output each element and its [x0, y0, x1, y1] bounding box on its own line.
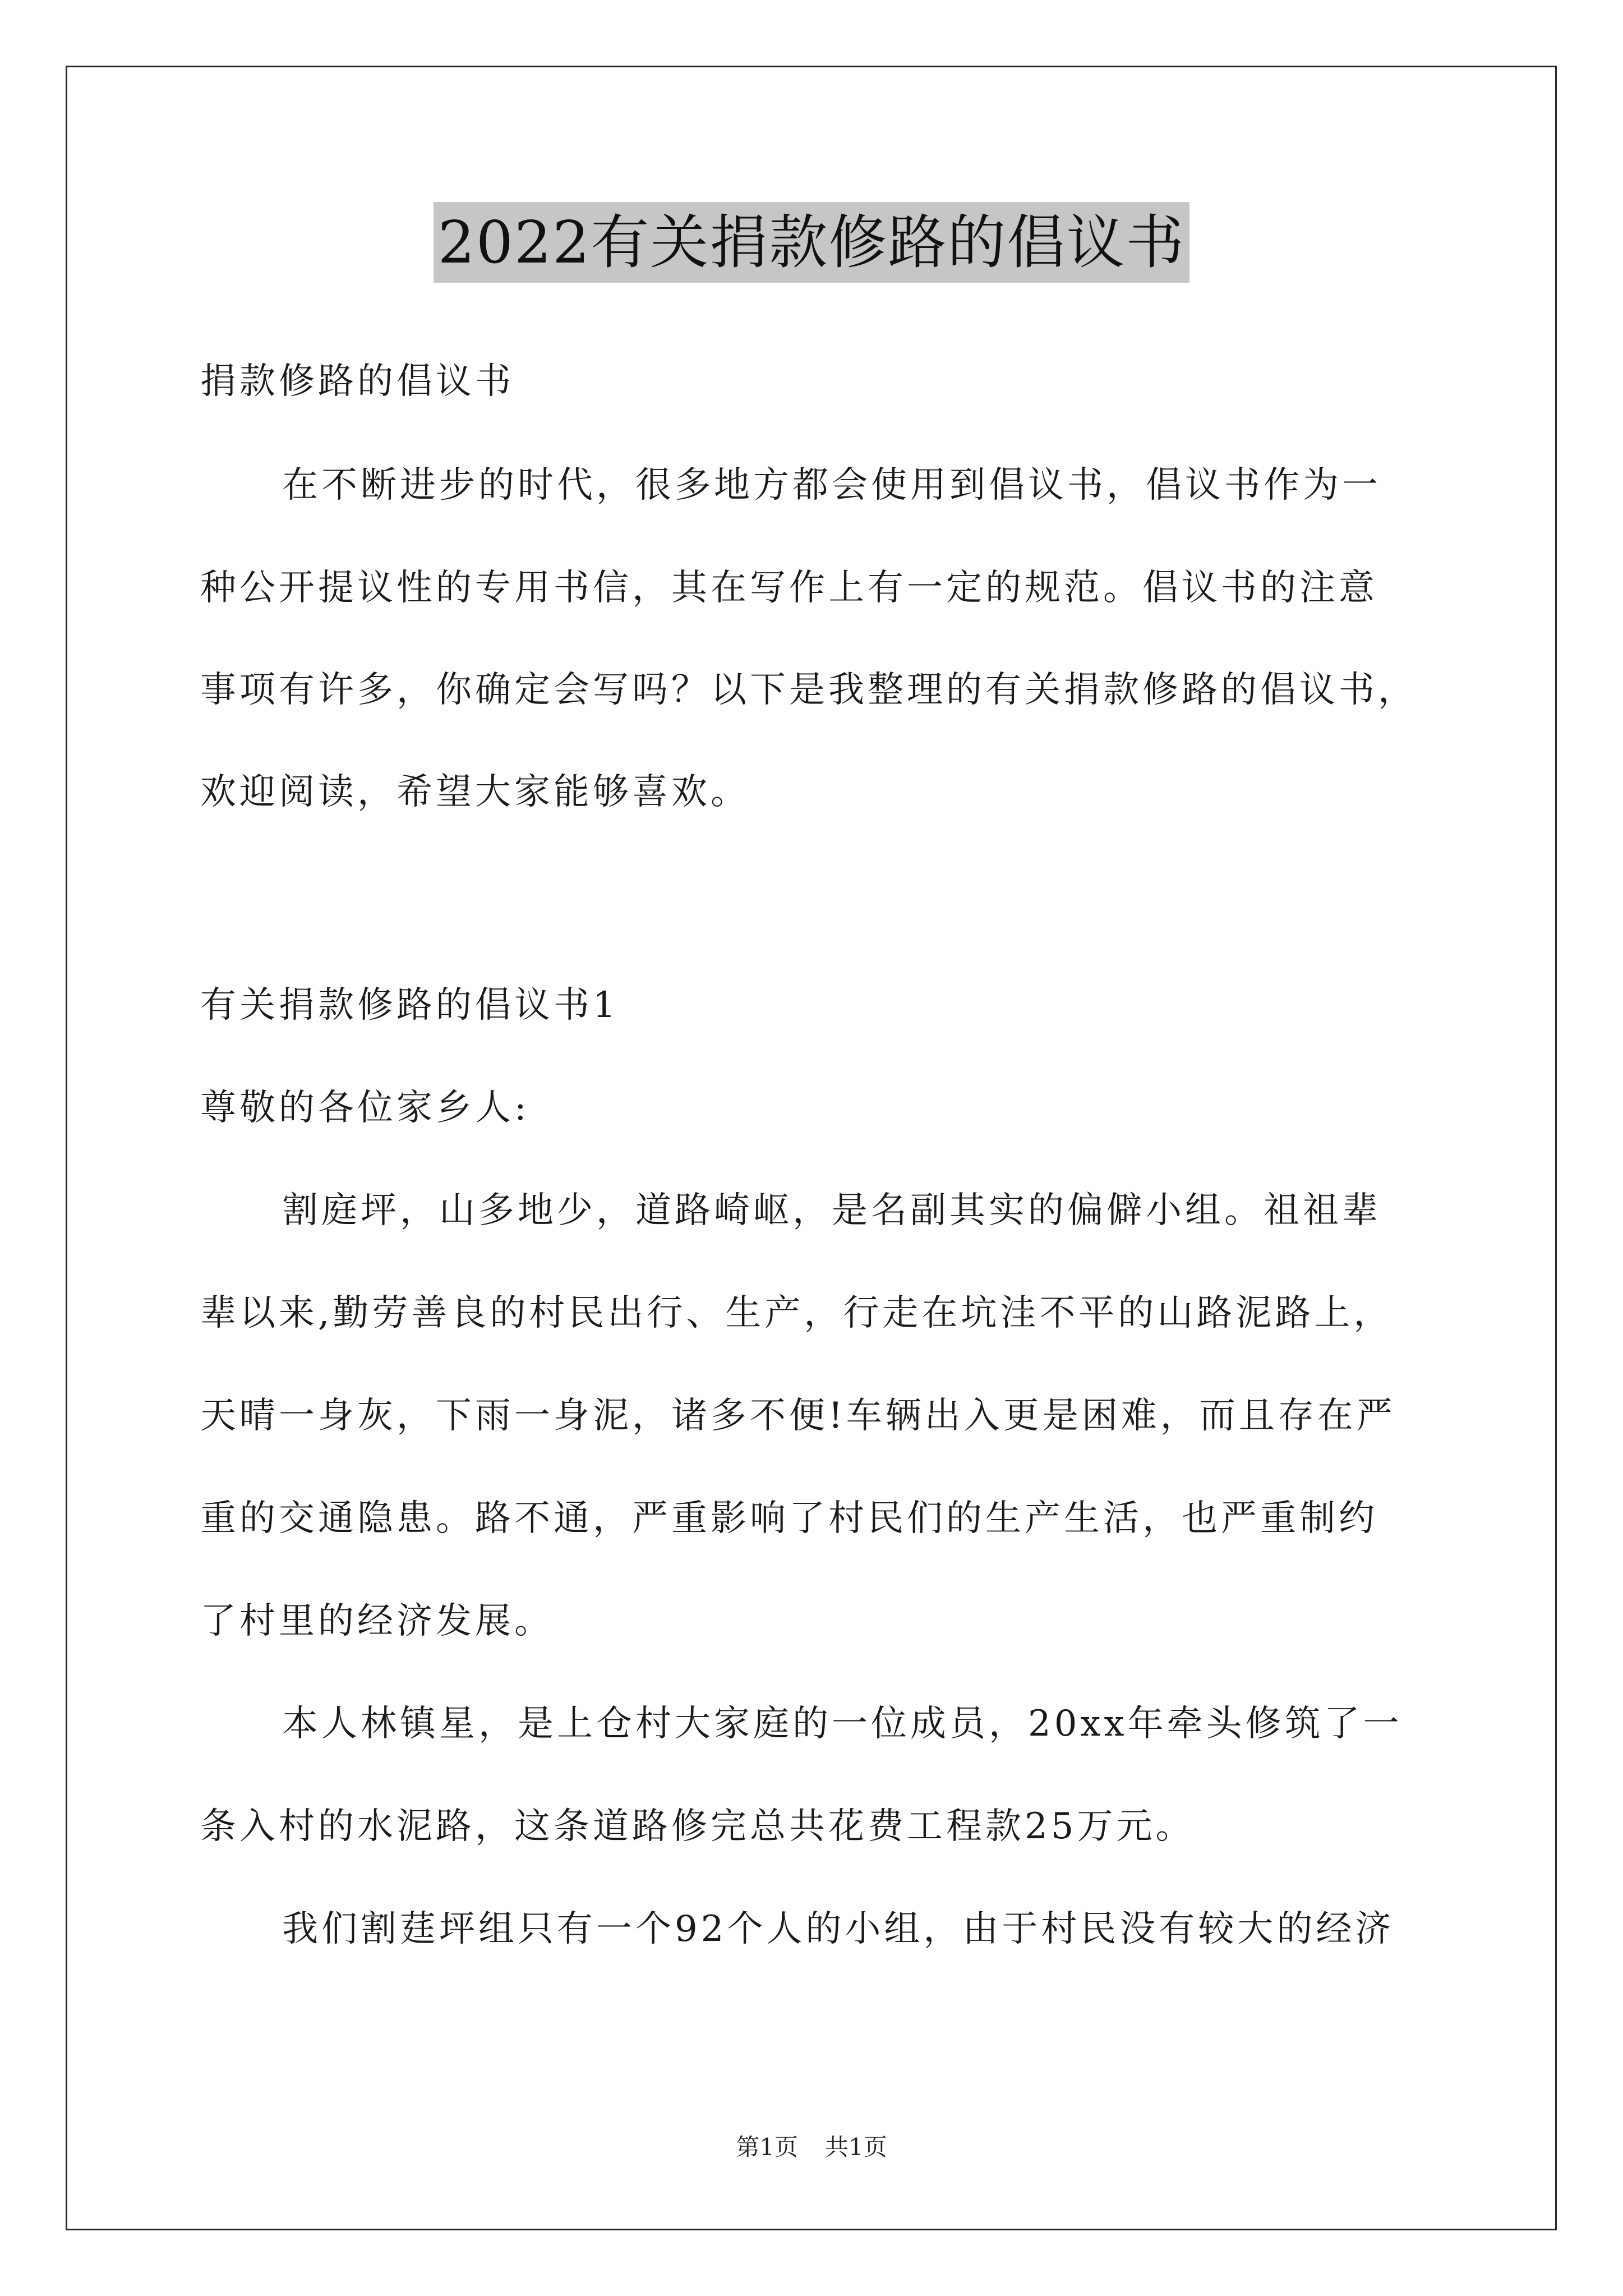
paragraph-line: 我们割莛坪组只有一个92个人的小组，由于村民没有较大的经济	[282, 1908, 1395, 1950]
paragraph-line: 种公开提议性的专用书信，其在写作上有一定的规范。倡议书的注意	[200, 567, 1378, 609]
paragraph-line: 天晴一身灰，下雨一身泥，诸多不便!车辆出入更是困难，而且存在严	[200, 1395, 1396, 1437]
paragraph-line: 割庭坪，山多地少，道路崎岖，是名副其实的偏僻小组。祖祖辈	[282, 1190, 1381, 1231]
paragraph-line: 辈以来,勤劳善良的村民出行、生产，行走在坑洼不平的山路泥路上，	[200, 1292, 1393, 1334]
page-total: 共1页	[825, 2133, 887, 2161]
paragraph-line: 在不断进步的时代，很多地方都会使用到倡议书，倡议书作为一	[282, 464, 1381, 506]
section-heading: 捐款修路的倡议书	[200, 361, 514, 402]
page-footer	[0, 2132, 1623, 2163]
paragraph-line: 欢迎阅读，希望大家能够喜欢。	[200, 771, 750, 813]
paragraph-line: 事项有许多，你确定会写吗？以下是我整理的有关捐款修路的倡议书，	[200, 669, 1417, 711]
title-container	[0, 202, 1623, 283]
document-title: 2022有关捐款修路的倡议书	[434, 202, 1190, 283]
paragraph-line: 重的交通隐患。路不通，严重影响了村民们的生产生活，也严重制约	[200, 1498, 1378, 1539]
salutation: 尊敬的各位家乡人:	[200, 1087, 530, 1129]
section-heading: 有关捐款修路的倡议书1	[200, 984, 619, 1026]
paragraph-line: 了村里的经济发展。	[200, 1600, 554, 1642]
paragraph-line: 条入村的水泥路，这条道路修完总共花费工程款25万元。	[200, 1806, 1195, 1847]
page-number: 第1页	[736, 2133, 798, 2161]
paragraph-line: 本人林镇星，是上仓村大家庭的一位成员，20xx年牵头修筑了一	[282, 1703, 1403, 1745]
